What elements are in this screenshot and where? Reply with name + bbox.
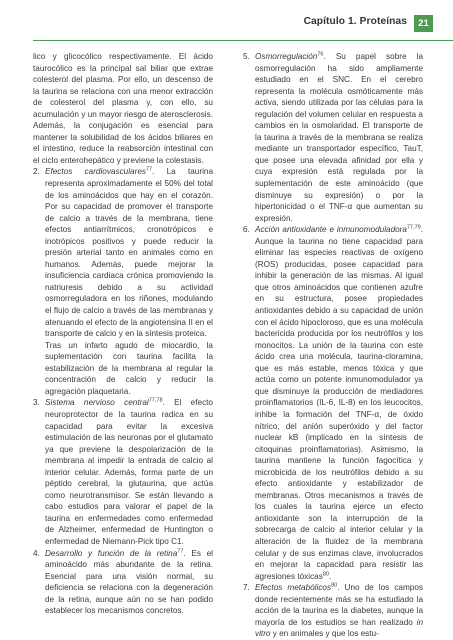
item-number: 5. <box>243 52 250 61</box>
item-title: Desarrollo y función de la retina <box>45 548 178 558</box>
item-number: 2. <box>33 167 40 177</box>
chapter-title: Capítulo 1. Proteínas <box>303 16 407 27</box>
header-rule <box>33 40 453 41</box>
reference-marker: 77,78 <box>148 397 163 404</box>
item-title: Efectos cardiovasculares <box>45 167 146 177</box>
item-title: Acción antioxidante e inmunomoduladora <box>255 225 407 235</box>
item-number: 6. <box>243 225 250 235</box>
item-number: 4. <box>33 548 40 558</box>
reference-marker: 80 <box>331 582 338 589</box>
item-text: . Es el aminoácido más abundante de la retina. Esencial para una visión normal, su deficiencia se relaciona con la degeneración de la retina, aunque aún no se han podido establecer los mecanismos concretos. <box>45 548 213 616</box>
list-item-retina <box>33 548 213 617</box>
page-number-badge: 21 <box>414 15 433 32</box>
item-title: Osmorregulación <box>255 52 318 61</box>
list-item-snc <box>33 397 213 547</box>
list-item-cardiovascular <box>33 166 213 397</box>
item-tail: . <box>328 571 332 581</box>
reference-marker: 77,79 <box>406 224 421 231</box>
reference-marker: 80 <box>322 570 329 577</box>
right-column <box>243 51 423 640</box>
reference-marker: 76 <box>317 51 324 58</box>
item-title: Sistema nervioso central <box>45 398 149 408</box>
item-title: Efectos metabólicos <box>255 583 332 593</box>
item-number: 7. <box>243 583 250 593</box>
item-text: . La taurina representa aproximadamente el 50% del total de los aminoácidos que hay en el corazón. Por su capacidad de promover el transporte de calcio a través de la membrana, tiene efectos antiarrítmicos, cronotrópicos e inotrópicos positivos y puede reducir la presión arterial tanto en animales como en humanos. Además, puede mejorar la insuficiencia cardiaca crónica promoviendo la natriuresis debido a su actividad osmorreguladora en los riñones, modulando el flujo de calcio a través de las membranas y atenuando el efecto de la angiotensina II en el transporte de calcio y en la síntesis proteica. <box>45 167 214 339</box>
item-italic-term: in vitro <box>255 617 423 639</box>
item-text: . Uno de los campos donde recientemente más se ha estudiado la acción de la taurina es la diabetes, aunque la mayoría de los estudios se han realizado <box>255 583 423 627</box>
list-item-osmorregulacion <box>243 51 423 224</box>
left-column <box>33 51 213 617</box>
item-number: 3. <box>33 398 40 408</box>
reference-marker: 77 <box>177 547 184 554</box>
item-text: . El efecto neuroprotector de la taurina radica en su capacidad para evitar la excesiva estimulación de las neuronas por el glutamato ya que previene la despolarización de la membrana al impedir la entrada de calcio al interior celular. Además, forma parte de un péptido cerebral, la glutaurina, que actúa como neurotransmisor. Se están llevando a cabo estudios para valorar el papel de la taurina en enfermedades como enfermedad de Alzheimer, enfermedad de Huntington o enfermedad de Niemann-Pick tipo C1. <box>45 398 213 546</box>
item-extra-paragraph: Tras un infarto agudo de miocardio, la suplementación con taurina facilita la estabilización de la membrana al regular la concentración de calcio y reducir la agregación plaquetaria. <box>45 340 213 396</box>
item-text-continued: y en animales y que los estu- <box>270 629 379 639</box>
list-item-antioxidante <box>243 224 423 582</box>
intro-paragraph: lico y glicocólico respectivamente. El ácido taurocólico es la principal sal biliar que extrae colesterol del plasma. Por ello, un descenso de la taurina se relaciona con una menor extracción de colesterol del plasma y, con ello, su acumulación y un mayor riesgo de aterosclerosis. Además, la conjugación es esencial para mantener la solubilidad de los ácidos biliares en el intestino, reduce la reabsorción intestinal con el ciclo enterohepático y previene la colestasis. <box>33 52 213 165</box>
item-text: . Su papel sobre la osmorregulación ha sido ampliamente estudiado en el SNC. En el cerebro representa la molécula osmóticamente más activa, siendo utilizada por las células para la regulación del volumen celular en respuesta a cambios en la osmolaridad. El transporte de la taurina a través de la membrana se realiza mediante un transportador específico, TauT, que posee una elevada afinidad por ella y cuya expresión está regulada por la suplementación de este aminoácido (que disminuye su expresión) o por la hipertonicidad o el TNF-α que aumentan su expresión. <box>255 52 423 223</box>
page-header <box>0 0 453 48</box>
item-text: . Aunque la taurina no tiene capacidad para eliminar las especies reactivas de oxígeno (ROS) producidas, posee capacidad para inhibir la generación de las mismas. Al igual que otros aminoácidos que contienen azufre en su estructura, posee propiedades antioxidantes debido a su capacidad de unión con el ácido hipocloroso, que es una molécula bactericida producida por los neutrófilos y los monocitos. La unión de la taurina con este ácido crea una molécula, taurina-cloramina, que es más estable, menos tóxica y que actúa como un potente inmunomodulador ya que disminuye la producción de mediadores proinflamatorios (IL-6, IL-8) en los leucocitos, inhibe la formación del TNF-α, de óxido nítrico, del anión superóxido y del factor nuclear kB (implicado en la síntesis de citoquinas proinflamatorias). Asimismo, la taurina mantiene la función fagocítica y microbicida de los neutrófilos debido a su efecto antioxidante y estabilizador de membranas. Otros mecanismos a través de los cuales la taurina ejerce un efecto antioxidante son la interrupción de la sobrecarga de calcio al interior celular y la alteración de la fluidez de la membrana celular y de sus enzimas clave, involucrados en mejorar la capacidad para resistir las agresiones tóxicas <box>255 225 423 581</box>
reference-marker: 77 <box>145 166 153 173</box>
list-item-metabolicos <box>243 582 423 640</box>
